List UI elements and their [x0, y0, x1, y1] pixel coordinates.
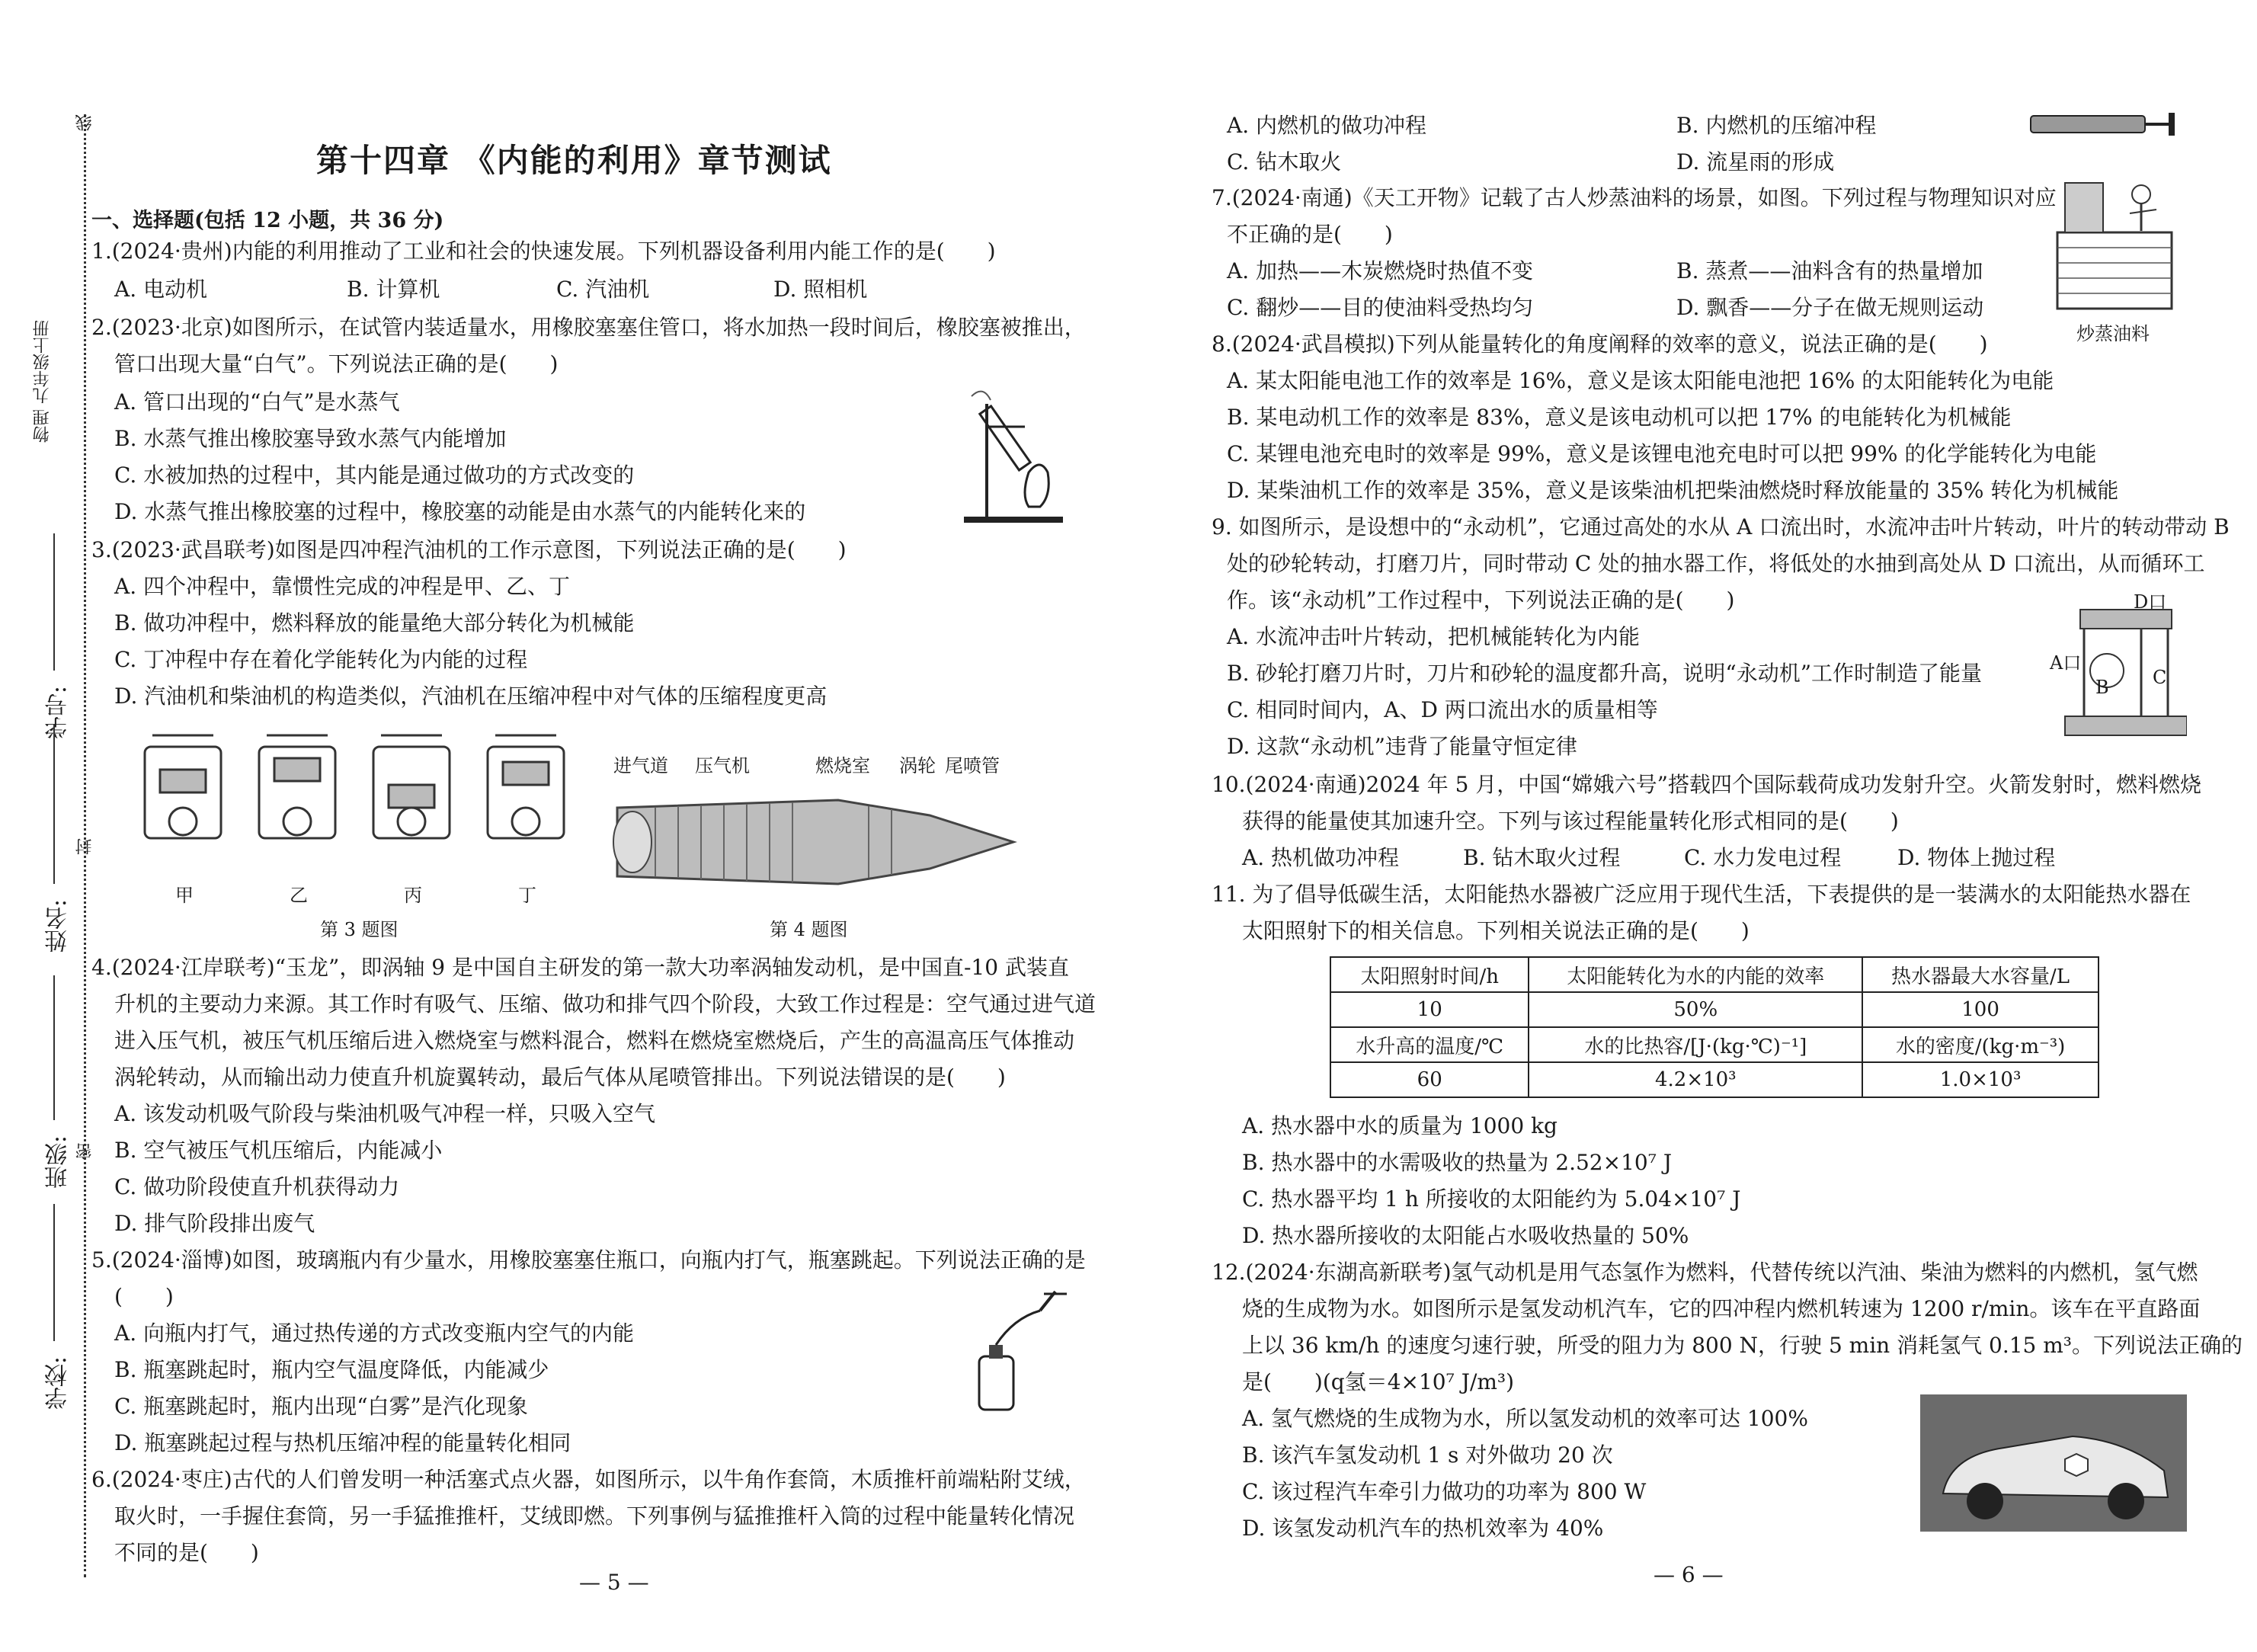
q6-stem-2: 取火时，一手握住套筒，另一手猛推推杆，艾绒即燃。下列事例与猛推推杆入筒的过程中能量转化情况 — [114, 1503, 1075, 1529]
test-tube-heating-figure — [956, 381, 1071, 526]
q6-option-a: A. 内燃机的做功冲程 — [1227, 113, 1427, 138]
q2-stem-1: 2.(2023·北京)如图所示，在试管内装适量水，用橡胶塞塞住管口，将水加热一段时间后，橡胶塞被推出， — [91, 315, 1086, 340]
table-cell: 水升高的温度/℃ — [1330, 1027, 1529, 1062]
page-number-6: — 6 — — [1654, 1562, 1724, 1587]
q7-option-b: B. 蒸煮——油料含有的热量增加 — [1676, 258, 1983, 283]
turboshaft-engine-figure — [610, 777, 1021, 907]
margin-name-label: 姓名: — [45, 899, 72, 953]
margin-id-label: 学号: — [45, 686, 72, 740]
fig4-caption: 第 4 题图 — [770, 919, 848, 940]
table-cell: 60 — [1330, 1062, 1529, 1097]
q12-stem-3: 上以 36 km/h 的速度匀速行驶，所受的阻力为 800 N，行驶 5 min 消耗氢气 0.15 m³。下列说法正确的 — [1242, 1333, 2243, 1358]
q9-option-a: A. 水流冲击叶片转动，把机械能转化为内能 — [1227, 624, 1641, 649]
q7-option-a: A. 加热——木炭燃烧时热值不变 — [1227, 258, 1534, 283]
q9-stem-2: 处的砂轮转动，打磨刀片，同时带动 C 处的抽水器工作，将低处的水抽到高处从 D 口流出，从而循环工 — [1227, 551, 2205, 576]
q6-option-b: B. 内燃机的压缩冲程 — [1676, 113, 1877, 138]
q9-label-d: D口 — [2134, 591, 2167, 613]
table-cell: 太阳照射时间/h — [1330, 957, 1529, 992]
q12-option-c: C. 该过程汽车牵引力做功的功率为 800 W — [1242, 1479, 1647, 1504]
q1-option-c: C. 汽油机 — [556, 277, 650, 302]
q11-option-c: C. 热水器平均 1 h 所接收的太阳能约为 5.04×10⁷ J — [1242, 1186, 1741, 1212]
q12-option-b: B. 该汽车氢发动机 1 s 对外做功 20 次 — [1242, 1442, 1613, 1468]
class-blank — [53, 975, 55, 1120]
fig4-label-nozzle: 尾喷管 — [945, 755, 1000, 776]
q3-option-a: A. 四个冲程中，靠惯性完成的冲程是甲、乙、丁 — [114, 574, 571, 599]
q11-stem-2: 太阳照射下的相关信息。下列相关说法正确的是( ) — [1242, 918, 1750, 943]
q4-stem-4: 涡轮转动，从而输出动力使直升机旋翼转动，最后气体从尾喷管排出。下列说法错误的是( ) — [114, 1065, 1006, 1090]
q4-option-b: B. 空气被压气机压缩后，内能减小 — [114, 1138, 443, 1163]
table-cell: 100 — [1862, 992, 2099, 1027]
q11-data-table — [1330, 956, 2099, 1098]
q5-option-a: A. 向瓶内打气，通过热传递的方式改变瓶内空气的内能 — [114, 1321, 635, 1346]
q7-option-d: D. 飘香——分子在做无规则运动 — [1676, 295, 1984, 320]
q10-option-c: C. 水力发电过程 — [1684, 845, 1842, 870]
q5-option-b: B. 瓶塞跳起时，瓶内空气温度降低，内能减少 — [114, 1357, 549, 1382]
table-cell: 太阳能转化为水的内能的效率 — [1529, 957, 1862, 992]
q5-stem-2: ( ) — [114, 1284, 174, 1309]
q1-option-a: A. 电动机 — [114, 277, 208, 302]
q11-option-b: B. 热水器中的水需吸收的热量为 2.52×10⁷ J — [1242, 1150, 1673, 1175]
q4-stem-1: 4.(2024·江岸联考)“玉龙”，即涡轴 9 是中国自主研发的第一款大功率涡轴发动机，是中国直-10 武装直 — [91, 955, 1069, 980]
q2-option-b: B. 水蒸气推出橡胶塞导致水蒸气内能增加 — [114, 426, 507, 451]
q7-figure-caption: 炒蒸油料 — [2076, 323, 2150, 344]
q9-option-c: C. 相同时间内，A、D 两口流出水的质量相等 — [1227, 697, 1658, 722]
q5-stem-1: 5.(2024·淄博)如图，玻璃瓶内有少量水，用橡胶塞塞住瓶口，向瓶内打气，瓶塞跳起。下列说法正确的是 — [91, 1247, 1086, 1273]
q10-stem-2: 获得的能量使其加速升空。下列与该过程能量转化形式相同的是( ) — [1242, 808, 1899, 834]
q4-stem-2: 升机的主要动力来源。其工作时有吸气、压缩、做功和排气四个阶段，大致工作过程是：空气通过进气道 — [114, 991, 1096, 1016]
bottle-pump-figure — [968, 1288, 1074, 1417]
q5-option-c: C. 瓶塞跳起时，瓶内出现“白雾”是汽化现象 — [114, 1394, 528, 1419]
fig4-label-turbine: 涡轮 — [899, 755, 936, 776]
fig4-label-combustor: 燃烧室 — [815, 755, 870, 776]
q12-stem-4: 是( )(q氢＝4×10⁷ J/m³) — [1242, 1369, 1515, 1394]
table-cell: 50% — [1529, 992, 1862, 1027]
q10-option-a: A. 热机做功冲程 — [1242, 845, 1400, 870]
table-row — [1330, 1027, 2099, 1062]
q1-option-b: B. 计算机 — [347, 277, 440, 302]
margin-feng: 封 — [75, 838, 94, 855]
right-page — [1128, 0, 2257, 1652]
fig4-label-inlet: 进气道 — [613, 755, 668, 776]
q8-option-a: A. 某太阳能电池工作的效率是 16%，意义是该太阳能电池把 16% 的太阳能转化为电能 — [1227, 368, 2054, 393]
q8-option-d: D. 某柴油机工作的效率是 35%，意义是该柴油机把柴油燃烧时释放能量的 35% 转化为机械能 — [1227, 478, 2119, 503]
table-cell: 热水器最大水容量/L — [1862, 957, 2099, 992]
margin-mi: 密 — [75, 1143, 94, 1160]
fig3-label-ding: 丁 — [518, 885, 536, 906]
q11-option-a: A. 热水器中水的质量为 1000 kg — [1242, 1113, 1557, 1138]
fire-piston-figure — [2027, 107, 2179, 145]
q6-option-c: C. 钻木取火 — [1227, 149, 1342, 174]
q12-option-a: A. 氢气燃烧的生成物为水，所以氢发动机的效率可达 100% — [1242, 1406, 1808, 1431]
q3-stem: 3.(2023·武昌联考)如图是四冲程汽油机的工作示意图，下列说法正确的是( ) — [91, 537, 847, 562]
page-number-5: — 5 — — [579, 1570, 649, 1595]
steaming-oil-figure — [2050, 171, 2179, 312]
q7-stem-1: 7.(2024·南通)《天工开物》记载了古人炒蒸油料的场景，如图。下列过程与物理知识对应 — [1212, 185, 2057, 210]
q11-stem-1: 11. 为了倡导低碳生活，太阳能热水器被广泛应用于现代生活，下表提供的是一装满水的太阳能热水器在 — [1212, 882, 2191, 907]
fig3-label-bing: 丙 — [404, 885, 422, 906]
table-cell: 水的密度/(kg·m⁻³) — [1862, 1027, 2099, 1062]
section-heading: 一、选择题(包括 12 小题，共 36 分) — [91, 209, 444, 232]
margin-xian: 线 — [75, 114, 94, 131]
q3-option-c: C. 丁冲程中存在着化学能转化为内能的过程 — [114, 647, 528, 672]
q2-option-c: C. 水被加热的过程中，其内能是通过做功的方式改变的 — [114, 463, 635, 488]
q4-stem-3: 进入压气机，被压气机压缩后进入燃烧室与燃料混合，燃料在燃烧室燃烧后，产生的高温高压气体推动 — [114, 1028, 1075, 1053]
q1-option-d: D. 照相机 — [773, 277, 868, 302]
table-cell: 10 — [1330, 992, 1529, 1027]
table-cell: 水的比热容/[J·(kg·℃)⁻¹] — [1529, 1027, 1862, 1062]
chapter-title: 第十四章 《内能的利用》章节测试 — [316, 142, 832, 179]
q2-stem-2: 管口出现大量“白气”。下列说法正确的是( ) — [114, 351, 559, 376]
q9-label-b: B — [2095, 677, 2109, 698]
q1-stem: 1.(2024·贵州)内能的利用推动了工业和社会的快速发展。下列机器设备利用内能工作的是( ) — [91, 239, 996, 264]
q9-stem-3: 作。该“永动机”工作过程中，下列说法正确的是( ) — [1227, 587, 1735, 613]
q12-stem-2: 烧的生成物为水。如图所示是氢发动机汽车，它的四冲程内燃机转速为 1200 r/min。该车在平直路面 — [1242, 1296, 2201, 1321]
margin-school-label: 学校: — [45, 1356, 72, 1410]
q8-stem: 8.(2024·武昌模拟)下列从能量转化的角度阐释的效率的意义，说法正确的是( ) — [1212, 331, 1988, 357]
q9-label-c: C — [2153, 667, 2167, 688]
table-cell: 4.2×10³ — [1529, 1062, 1862, 1097]
q3-option-b: B. 做功冲程中，燃料释放的能量绝大部分转化为机械能 — [114, 610, 635, 636]
q7-option-c: C. 翻炒——目的使油料受热均匀 — [1227, 295, 1534, 320]
q6-stem-1: 6.(2024·枣庄)古代的人们曾发明一种活塞式点火器，如图所示，以牛角作套筒，木质推杆前端粘附艾绒， — [91, 1467, 1086, 1492]
fig4-label-compressor: 压气机 — [695, 755, 750, 776]
q10-option-b: B. 钻木取火过程 — [1463, 845, 1621, 870]
q9-option-b: B. 砂轮打磨刀片时，刀片和砂轮的温度都升高，说明“永动机”工作时制造了能量 — [1227, 661, 1983, 686]
q3-option-d: D. 汽油机和柴油机的构造类似，汽油机在压缩冲程中对气体的压缩程度更高 — [114, 684, 828, 709]
q2-option-d: D. 水蒸气推出橡胶塞的过程中，橡胶塞的动能是由水蒸气的内能转化来的 — [114, 499, 806, 524]
table-row — [1330, 1062, 2099, 1097]
name-blank — [53, 724, 55, 884]
q2-option-a: A. 管口出现的“白气”是水蒸气 — [114, 389, 400, 415]
q9-stem-1: 9. 如图所示，是设想中的“永动机”，它通过高处的水从 A 口流出时，水流冲击叶片转动，叶片的转动带动 B — [1212, 514, 2230, 539]
q4-option-d: D. 排气阶段排出废气 — [114, 1211, 315, 1236]
margin-class-label: 班级: — [45, 1135, 72, 1189]
margin-course: 物理 九年级上册 — [33, 320, 52, 443]
table-row — [1330, 957, 2099, 992]
q4-option-c: C. 做功阶段使直升机获得动力 — [114, 1174, 400, 1199]
four-stroke-engine-figure — [137, 732, 594, 861]
school-blank — [53, 1204, 55, 1341]
q6-stem-3: 不同的是( ) — [114, 1540, 259, 1565]
q12-option-d: D. 该氢发动机汽车的热机效率为 40% — [1242, 1516, 1604, 1541]
q9-label-a: A口 — [2050, 652, 2082, 674]
q6-option-d: D. 流星雨的形成 — [1676, 149, 1835, 174]
q12-stem-1: 12.(2024·东湖高新联考)氢气动机是用气态氢作为燃料，代替传统以汽油、柴油为燃料的内燃机，氢气燃 — [1212, 1260, 2198, 1285]
id-blank — [53, 533, 55, 671]
q10-option-d: D. 物体上抛过程 — [1897, 845, 2056, 870]
q7-stem-2: 不正确的是( ) — [1227, 222, 1393, 247]
left-page — [0, 0, 1128, 1652]
table-row — [1330, 992, 2099, 1027]
fig3-label-jia: 甲 — [175, 885, 194, 906]
q10-stem-1: 10.(2024·南通)2024 年 5 月，中国“嫦娥六号”搭载四个国际载荷成功发射升空。火箭发射时，燃料燃烧 — [1212, 772, 2201, 797]
fig3-label-yi: 乙 — [290, 885, 308, 906]
q9-option-d: D. 这款“永动机”违背了能量守恒定律 — [1227, 734, 1577, 759]
q8-option-b: B. 某电动机工作的效率是 83%，意义是该电动机可以把 17% 的电能转化为机械能 — [1227, 405, 2012, 430]
q5-option-d: D. 瓶塞跳起过程与热机压缩冲程的能量转化相同 — [114, 1430, 571, 1455]
q8-option-c: C. 某锂电池充电时的效率是 99%，意义是该锂电池充电时可以把 99% 的化学能转化为电能 — [1227, 441, 2097, 466]
q4-option-a: A. 该发动机吸气阶段与柴油机吸气冲程一样，只吸入空气 — [114, 1101, 656, 1126]
hydrogen-car-photo — [1920, 1394, 2187, 1532]
q11-option-d: D. 热水器所接收的太阳能占水吸收热量的 50% — [1242, 1223, 1689, 1248]
table-cell: 1.0×10³ — [1862, 1062, 2099, 1097]
fig3-caption: 第 3 题图 — [320, 919, 399, 940]
